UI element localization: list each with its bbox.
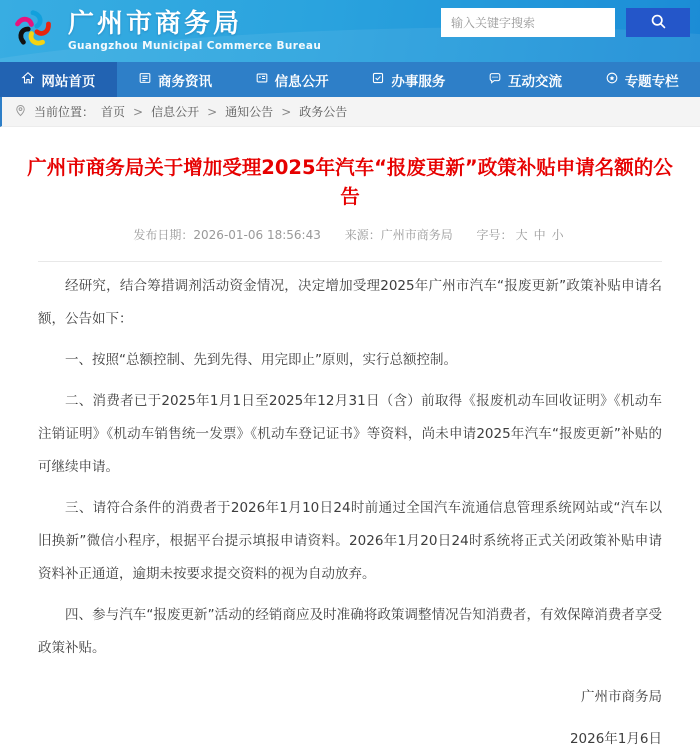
nav-label: 专题专栏 [624,73,679,90]
article-paragraph: 二、消费者已于2025年1月1日至2025年12月31日（含）前取得《报废机动车回收证明》《机动车注销证明》《机动车销售统一发票》《机动车登记证书》等资料，尚未申请2025年汽车“报废更新”补贴的可继续申请。 [38,392,662,475]
article-title: 广州市商务局关于增加受理2025年汽车“报废更新”政策补贴申请名额的公告 [27,156,673,209]
fontsize-label: 字号： [476,227,513,242]
search-bar [441,8,690,37]
article-meta [20,226,680,243]
nav-item-home[interactable] [0,62,117,97]
breadcrumb-separator: > [207,104,218,119]
search-button[interactable] [626,8,690,37]
search-icon [650,13,667,33]
fontsize-medium-button[interactable]: 中 [533,227,546,242]
home-icon [21,71,35,89]
article-paragraph: 三、请符合条件的消费者于2026年1月10日24时前通过全国汽车流通信息管理系统网站或“汽车以旧换新”微信小程序，根据平台提示填报申请资料。2026年1月20日24时系统将正式关闭政策补贴申请资料补正通道，逾期未按要求提交资料的视为自动放弃。 [38,499,662,582]
kapok-flower-logo [10,6,56,56]
nav-item-information-disclosure[interactable] [233,62,350,97]
breadcrumb-link-info-disclosure[interactable]: 信息公开 [151,105,200,119]
source-label: 来源： [344,227,381,242]
article-paragraph: 四、参与汽车“报废更新”活动的经销商应及时准确将政策调整情况告知消费者，有效保障消费者享受政策补贴。 [38,606,662,656]
site-title: 广州市商务局 [68,9,243,40]
article-paragraph: 一、按照“总额控制、先到先得、用完即止”原则，实行总额控制。 [65,351,457,368]
publish-date: 2026-01-06 18:56:43 [193,227,321,242]
target-circle-icon [605,71,619,89]
nav-item-services[interactable] [350,62,467,97]
checkbox-icon [371,71,385,89]
breadcrumb-separator: > [281,104,292,119]
site-header [0,0,700,62]
chat-bubble-icon [488,71,502,89]
breadcrumb-link-notices[interactable]: 通知公告 [225,105,274,119]
fontsize-small-button[interactable]: 小 [551,227,564,242]
nav-item-interaction[interactable] [467,62,584,97]
signature-org: 广州市商务局 [581,688,662,705]
nav-label: 商务资讯 [158,73,212,90]
article-paragraph: 经研究，结合筹措调剂活动资金情况，决定增加受理2025年广州市汽车“报废更新”政策补贴申请名额，公告如下： [38,277,662,327]
fontsize-large-button[interactable]: 大 [515,227,528,242]
news-icon [138,71,152,89]
divider-line [38,261,662,262]
site-brand-link[interactable] [10,6,321,56]
publish-date-label: 发布日期： [133,227,194,242]
nav-item-business-news[interactable] [117,62,234,97]
breadcrumb-separator: > [133,104,144,119]
nav-label: 信息公开 [274,73,329,90]
nav-label: 办事服务 [391,73,446,90]
breadcrumb [0,97,700,127]
article-body [0,261,700,747]
source-value: 广州市商务局 [380,227,453,242]
search-input[interactable] [441,8,615,37]
location-pin-icon [14,104,27,120]
signature-date: 2026年1月6日 [569,730,662,747]
nav-label: 网站首页 [41,73,96,90]
breadcrumb-prefix: 当前位置： [34,105,95,119]
info-card-icon [255,71,269,89]
breadcrumb-link-gov-announcements[interactable]: 政务公告 [299,105,348,119]
main-nav [0,62,700,97]
nav-item-special-topics[interactable] [583,62,700,97]
breadcrumb-link-home[interactable]: 首页 [101,105,126,119]
site-subtitle: Guangzhou Municipal Commerce Bureau [68,39,322,52]
nav-label: 互动交流 [508,73,563,90]
